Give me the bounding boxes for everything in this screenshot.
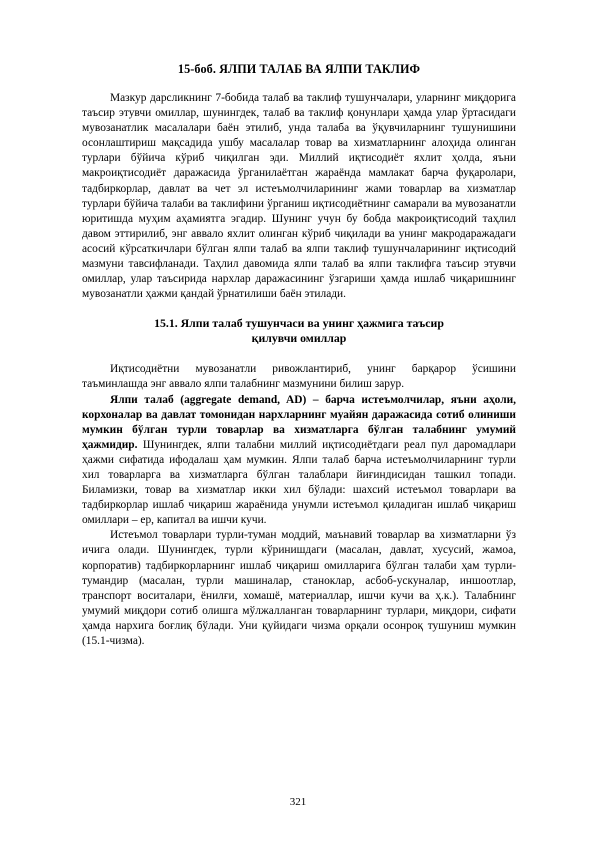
intro-paragraph: Мазкур дарсликнинг 7-бобида талаб ва таклиф тушунчалари, уларнинг миқдорига таъсир этувчи омиллар, шунингдек, талаб ва таклиф қонунлари ҳамда улар ўртасидаги мувозанатлик масалалари баён этилиб, унда талаба ва ўқувчиларнинг тушунишини осонлаштириш мақсадида ушбу масалалар товар ва хизматларнинг алоҳида олинган турлари бўйича кўриб чиқилган эди. Миллий иқтисодиёт яхлит ҳолда, яъни макроиқтисодиёт даражасида ўрганилаётган жараёнда мамлакат барча фуқаролари, тадбиркорлар, давлат ва чет эл истеъмолчиларининг жами товарлар ва хизматлар турлари бўйича талаби ва таклифини ўрганиш иқтисодиётнинг самарали ва мувозанатли юритишда муҳим аҳамиятга эгадир. Шунинг учун бу бобда макроиқтисодий таҳлил давом эттирилиб, энг аввало яхлит олинган кўриб чиқилади ва унинг макродаражадаги асосий кўрсаткичлари бўлган ялпи талаб ва ялпи таклиф тушунчаларининг иқтисодий мазмуни тавсифланади. Таҳлил давомида ялпи талаб ва ялпи таклифга таъсир этувчи омиллар, улар таъсирида нархлар даражасининг ўзгариши ҳамда ишлаб чиқаришнинг мувозанатли ҳажми қандай ўрнатилиши баён этилади.: [82, 92, 516, 301]
paragraph-4: Истеъмол товарлари турли-туман моддий, маънавий товарлар ва хизматларни ўз ичига олади. Шунингдек, турли кўринишдаги (масалан, давлат, хусусий, жамоа, корпоратив) тадбиркорларнинг ишлаб чиқариш омилларига бўлган талаби ҳам турли-тумандир (масалан, турли машиналар, станоклар, асбоб-ускуналар, иншоотлар, транспорт воситалари, ёнилғи, хомашё, материаллар, ишчи кучи ва ҳ.к.). Талабнинг умумий миқдори сотиб олишга мўлжалланган товарларнинг турлари, миқдори, сифати ҳамда нархига боғлиқ бўлади. Уни қуйидаги чизма орқали осонроқ тушуниш мумкин (15.1-чизма).: [82, 529, 516, 647]
paragraph-2: Иқтисодиётни мувозанатли ривожлантириб, унинг барқарор ўсишини таъминлашда энг аввало ялпи талабнинг мазмунини билиш зарур.: [82, 363, 516, 391]
paragraph-3-text: Шунингдек, ялпи талабни миллий иқтисодиётдаги реал пул даромадлари ҳажми сифатида ифодалаш ҳам мумкин. Ялпи талаб барча истеъмолчиларнинг турли хил товарларга ва хизматларга бўлган талаблари йиғиндисидан ташкил топади. Биламизки, товар ва хизматлар икки хил бўлади: шахсий истеъмол товарлари ва тадбиркорлар ишлаб чиқариш жараёнида унумли истеъмол қиладиган ишлаб чиқариш омиллари – ер, капитал ва ишчи кучи.: [82, 438, 516, 527]
aggregate-demand-definition: Ялпи талаб (aggregate demand, AD) – барча истеъмолчилар, яъни аҳоли, корхоналар ва давлат томонидан нархларнинг муайян даражасида сотиб олиниши мумкин бўлган турли товарлар ва хизматларга бўлган талабнинг умумий ҳажмидир.: [82, 393, 516, 451]
section-title-line-1: 15.1. Ялпи талаб тушунчаси ва унинг ҳажмига таъсир: [154, 316, 444, 331]
section-title: [82, 316, 516, 346]
chapter-title: 15-боб. ЯЛПИ ТАЛАБ ВА ЯЛПИ ТАКЛИФ: [177, 62, 421, 76]
page-content: [82, 62, 516, 649]
section-title-line-2: қилувчи омиллар: [251, 331, 347, 346]
page-number: 321: [289, 796, 307, 808]
paragraph-3: [82, 393, 516, 529]
